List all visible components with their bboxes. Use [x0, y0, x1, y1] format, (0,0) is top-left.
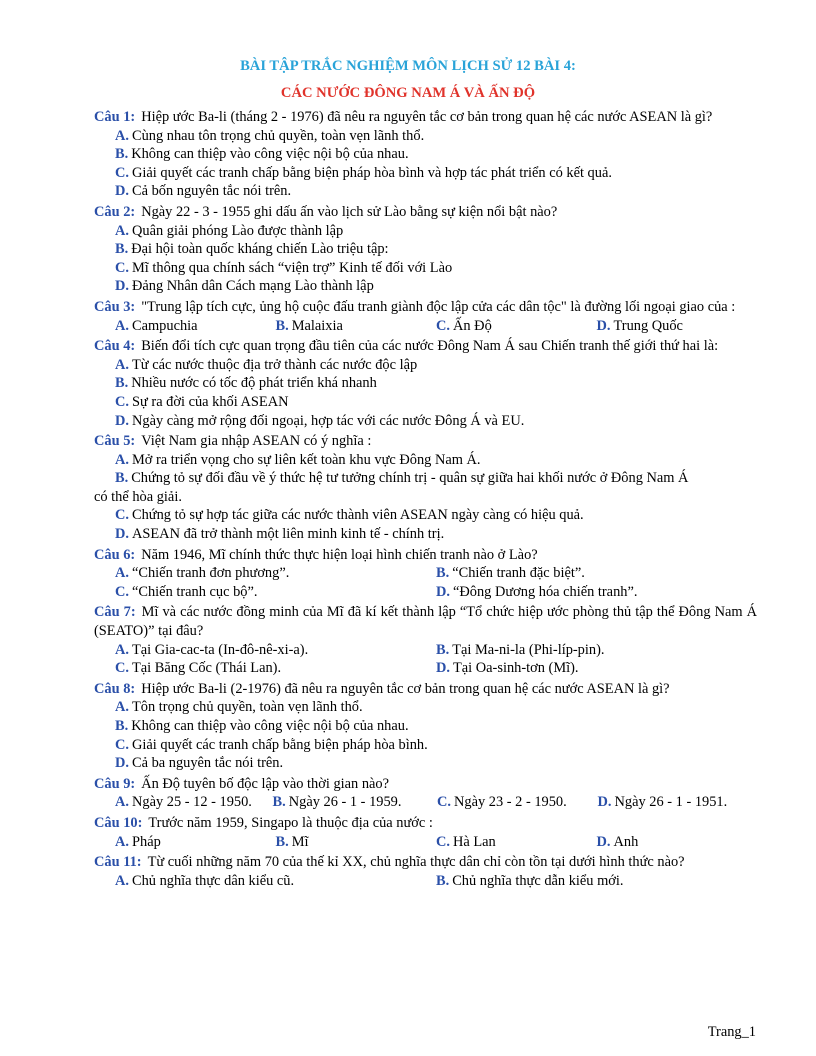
question-label: Câu 8: [94, 680, 136, 697]
option-d: D. Cả ba nguyên tắc nói trên. [115, 755, 284, 772]
question-label: Câu 1: [94, 109, 136, 125]
question-text: Mĩ và các nước đồng minh của Mĩ đã kí kết thành lập “Tổ chức hiệp ước phòng thủ tập thể Đông Nam Á (SEATO)” tại đâu? [94, 604, 757, 640]
question-8 [94, 680, 757, 773]
option-b: B. Không can thiệp vào công việc nội bộ của nhau. [115, 146, 409, 163]
question-11 [94, 853, 757, 890]
question-text: "Trung lập tích cực, ủng hộ cuộc đấu tranh giành độc lập cửa các dân tộc" là đường lối ngoại giao của : [141, 298, 736, 315]
option-b: B. Chứng tỏ sự đối đầu về ý thức hệ tư tưởng chính trị - quân sự giữa hai khối nước ở Đông Nam Á [115, 470, 689, 487]
question-text: Việt Nam gia nhập ASEAN có ý nghĩa : [141, 433, 372, 450]
question-10 [94, 814, 757, 851]
question-2 [94, 203, 757, 296]
option-c: C. Chứng tỏ sự hợp tác giữa các nước thành viên ASEAN ngày càng có hiệu quả. [115, 507, 584, 524]
question-text: Trước năm 1959, Singapo là thuộc địa của nước : [148, 814, 433, 831]
question-text: Hiệp ước Ba-li (2-1976) đã nêu ra nguyên tắc cơ bản trong quan hệ các nước ASEAN là gì? [141, 680, 670, 697]
option-a: A. “Chiến tranh đơn phương”. [115, 565, 290, 582]
page-title: BÀI TẬP TRẮC NGHIỆM MÔN LỊCH SỬ 12 BÀI 4: [240, 58, 576, 74]
option-a: A. Từ các nước thuộc địa trở thành các nước độc lập [115, 356, 418, 373]
option-b: B. Không can thiệp vào công việc nội bộ của nhau. [115, 718, 409, 734]
option-c: C. “Chiến tranh cục bộ”. [115, 583, 258, 600]
question-label: Câu 7: [94, 604, 136, 621]
question-label: Câu 3: [94, 298, 136, 315]
question-label: Câu 2: [94, 203, 136, 220]
option-c: C. Giải quyết các tranh chấp bằng biện pháp hòa bình. [115, 736, 428, 753]
option-b: B. Ngày 26 - 1 - 1959. [272, 794, 402, 811]
options-row [94, 793, 757, 812]
option-a: A. Tôn trọng chủ quyền, toàn vẹn lãnh thổ. [115, 699, 363, 716]
options-row [94, 659, 757, 678]
option-a: A. Pháp [115, 833, 161, 850]
question-label: Câu 9: [94, 775, 136, 792]
option-d: D. Anh [596, 833, 639, 850]
option-d: D. Tại Oa-sinh-tơn (Mĩ). [436, 660, 579, 677]
question-text: Năm 1946, Mĩ chính thức thực hiện loại hình chiến tranh nào ở Lào? [141, 546, 538, 563]
question-text: Ấn Độ tuyên bố độc lập vào thời gian nào? [141, 775, 389, 792]
options-row [94, 641, 757, 660]
question-6 [94, 546, 757, 602]
option-d: D. Ngày 26 - 1 - 1951. [597, 794, 728, 811]
options-row [94, 833, 757, 852]
option-c: C. Sự ra đời của khối ASEAN [115, 393, 289, 410]
option-b-continued: có thể hòa giải. [94, 488, 182, 505]
option-a: A. Campuchia [115, 317, 198, 334]
question-text: Biến đổi tích cực quan trọng đầu tiên của các nước Đông Nam Á sau Chiến tranh thế giới thứ hai là: [141, 338, 719, 355]
option-b: B. Chủ nghĩa thực dẫn kiểu mới. [436, 872, 624, 889]
option-d: D. “Đông Dương hóa chiến tranh”. [436, 583, 638, 600]
question-label: Câu 4: [94, 338, 136, 355]
option-b: B. “Chiến tranh đặc biệt”. [436, 565, 585, 582]
options-row [94, 317, 757, 336]
option-d: D. ASEAN đã trở thành một liên minh kinh tế - chính trị. [115, 526, 445, 543]
question-3 [94, 298, 757, 335]
option-a: A. Mở ra triển vọng cho sự liên kết toàn khu vực Đông Nam Á. [115, 451, 481, 468]
option-a: A. Tại Gia-cac-ta (In-đô-nê-xi-a). [115, 641, 309, 658]
options-row [94, 564, 757, 583]
question-5 [94, 432, 757, 544]
question-label: Câu 11: [94, 854, 142, 871]
option-c: C. Ngày 23 - 2 - 1950. [437, 794, 567, 811]
option-b: B. Mĩ [275, 833, 309, 850]
option-a: A. Chủ nghĩa thực dân kiểu cũ. [115, 872, 295, 889]
option-d: D. Đảng Nhân dân Cách mạng Lào thành lập [115, 278, 374, 295]
option-d: D. Trung Quốc [596, 317, 683, 334]
option-a: A. Cùng nhau tôn trọng chủ quyền, toàn vẹn lãnh thổ. [115, 127, 425, 144]
question-label: Câu 10: [94, 814, 143, 831]
option-d: D. Ngày càng mở rộng đối ngoại, hợp tác với các nước Đông Á và EU. [115, 412, 525, 429]
question-7 [94, 603, 757, 677]
option-a: A. Ngày 25 - 12 - 1950. [115, 794, 252, 811]
option-b: B. Tại Ma-ni-la (Phi-líp-pin). [436, 641, 605, 658]
question-1 [94, 108, 757, 201]
option-b: B. Nhiều nước có tốc độ phát triển khá nhanh [115, 375, 377, 392]
option-c: C. Hà Lan [436, 833, 496, 850]
option-b: B. Malaixia [275, 317, 343, 334]
page-number: Trang_1 [707, 1024, 756, 1040]
option-c: C. Ấn Độ [436, 317, 492, 334]
question-label: Câu 6: [94, 546, 136, 563]
question-label: Câu 5: [94, 433, 136, 450]
options-row [94, 872, 757, 891]
question-text: Từ cuối những năm 70 của thế kỉ XX, chủ nghĩa thực dân chỉ còn tồn tại dưới hình thức nào? [147, 854, 685, 871]
options-row [94, 583, 757, 602]
option-c: C. Mĩ thông qua chính sách “viện trợ” Kinh tế đối với Lào [115, 259, 453, 276]
question-text: Hiệp ước Ba-li (tháng 2 - 1976) đã nêu ra nguyên tắc cơ bản trong quan hệ các nước ASEAN là gì? [141, 109, 713, 125]
option-a: A. Quân giải phóng Lào được thành lập [115, 222, 344, 239]
option-b: B. Đại hội toàn quốc kháng chiến Lào triệu tập: [115, 241, 389, 258]
option-d: D. Cả bốn nguyên tắc nói trên. [115, 183, 292, 200]
question-text: Ngày 22 - 3 - 1955 ghi dấu ấn vào lịch sử Lào bằng sự kiện nổi bật nào? [141, 203, 558, 220]
option-c: C. Tại Băng Cốc (Thái Lan). [115, 660, 282, 677]
option-c: C. Giải quyết các tranh chấp bằng biện pháp hòa bình và hợp tác phát triển có kết quả. [115, 164, 612, 181]
question-list [94, 106, 757, 890]
question-4 [94, 337, 757, 430]
page-subtitle: CÁC NƯỚC ĐÔNG NAM Á VÀ ẤN ĐỘ [280, 85, 536, 101]
question-9 [94, 775, 757, 812]
